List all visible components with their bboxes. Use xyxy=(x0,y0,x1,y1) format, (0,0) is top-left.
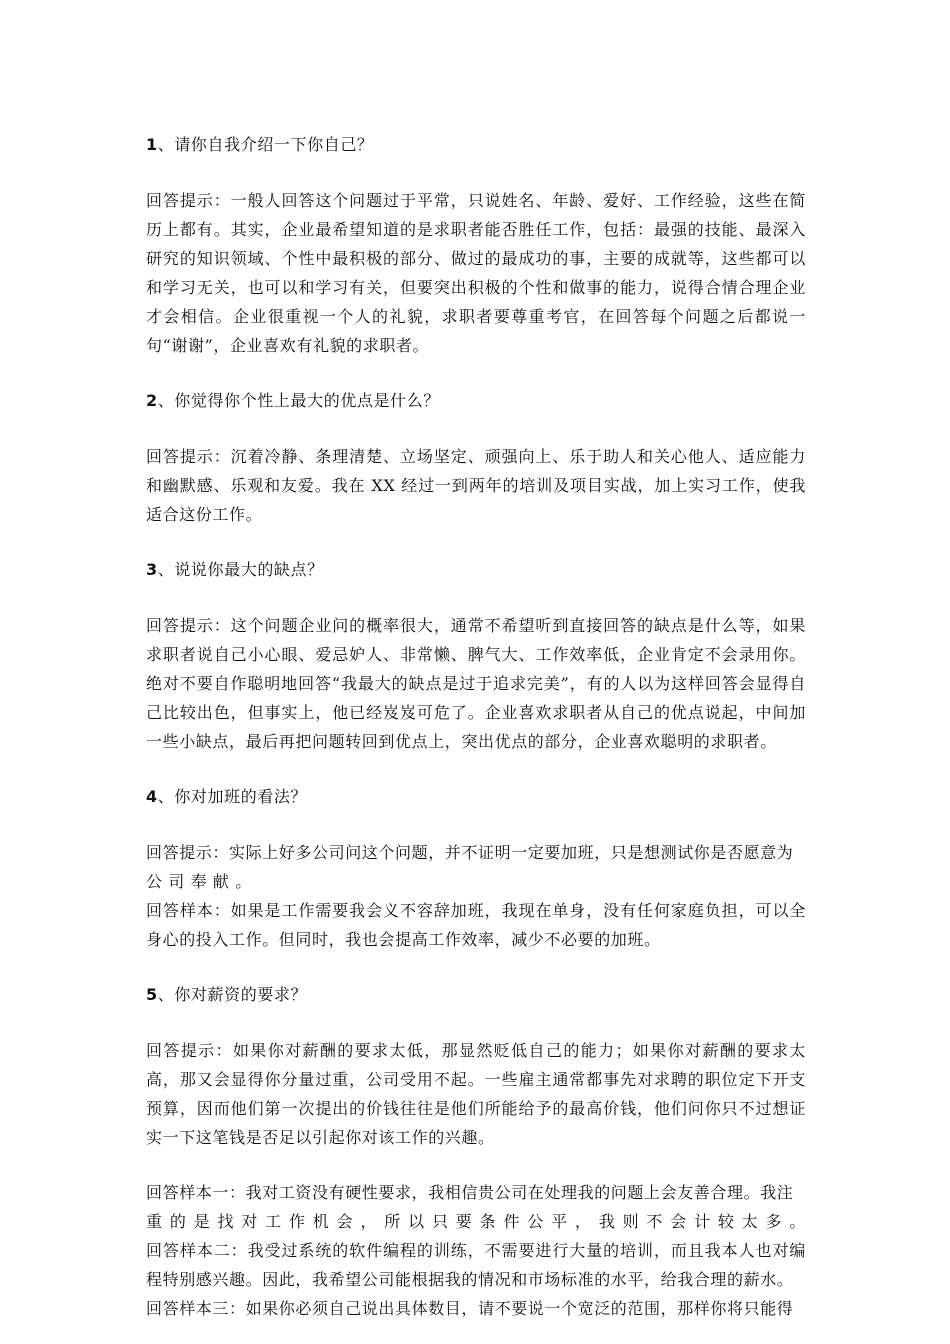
question-3-heading xyxy=(146,555,806,584)
question-title: 、你觉得你个性上最大的优点是什么？ xyxy=(157,391,440,410)
question-1-heading xyxy=(146,130,806,159)
question-number: 4 xyxy=(146,787,158,806)
question-title: 、请你自我介绍一下你自己？ xyxy=(157,135,374,154)
document-page xyxy=(146,130,806,1323)
spread-char: 公 xyxy=(146,872,163,891)
answer-4-hint-line1: 回答提示：实际上好多公司问这个问题，并不证明一定要加班，只是想测试你是否愿意为 xyxy=(146,843,794,862)
question-title: 、你对加班的看法？ xyxy=(157,787,308,806)
answer-4-sample: 回答样本：如果是工作需要我会义不容辞加班，我现在单身，没有任何家庭负担，可以全身心的投入工作。但同时，我也会提高工作效率，减少不必要的加班。 xyxy=(146,901,806,949)
answer-4-block xyxy=(146,838,806,954)
answer-5-hint: 回答提示：如果你对薪酬的要求太低，那显然贬低自己的能力；如果你对薪酬的要求太高，那又会显得你分量过重，公司受用不起。一些雇主通常都事先对求聘的职位定下开支预算，因而他们第一次提出的价钱往往是他们所能给予的最高价钱，他们问你只不过想证实一下这笔钱是否足以引起你对该工作的兴趣。 xyxy=(146,1041,806,1147)
question-2-heading xyxy=(146,386,806,415)
answer-5-samples xyxy=(146,1178,806,1323)
question-4-heading xyxy=(146,782,806,811)
spread-char: 献 xyxy=(212,872,230,891)
answer-5-sample3: 回答样本三：如果你必须自己说出具体数目，请不要说一个宽泛的范围，那样你将只能得 xyxy=(146,1299,794,1318)
question-title: 、你对薪资的要求？ xyxy=(157,985,308,1004)
answer-2-hint: 回答提示：沉着冷静、条理清楚、立场坚定、顽强向上、乐于助人和关心他人、适应能力和幽默感、乐观和友爱。我在 XX 经过一到两年的培训及项目实战，加上实习工作，使我适合这份工作。 xyxy=(146,447,806,524)
question-number: 3 xyxy=(146,560,158,579)
question-title: 、说说你最大的缺点？ xyxy=(157,560,324,579)
answer-3-hint: 回答提示：这个问题企业问的概率很大，通常不希望听到直接回答的缺点是什么等，如果求职者说自己小心眼、爱忌妒人、非常懒、脾气大、工作效率低，企业肯定不会录用你。绝对不要自作聪明地回答“我最大的缺点是过于追求完美”，有的人以为这样回答会显得自己比较出色，但事实上，他已经岌岌可危了。企业喜欢求职者从自己的优点说起，中间加一些小缺点，最后再把问题转回到优点上，突出优点的部分，企业喜欢聪明的求职者。 xyxy=(146,616,806,751)
spread-char: 奉 xyxy=(190,872,208,891)
question-number: 5 xyxy=(146,985,158,1004)
answer-5-sample1-line1: 回答样本一：我对工资没有硬性要求，我相信贵公司在处理我的问题上会友善合理。我注 xyxy=(146,1183,794,1202)
question-5-heading xyxy=(146,980,806,1009)
answer-5-sample1-line2: 重的是找对工作机会，所以只要条件公平，我则不会计较太多。 xyxy=(146,1212,806,1231)
spread-char: 司 xyxy=(168,872,185,891)
spread-char: 。 xyxy=(235,872,252,891)
answer-4-hint-spread xyxy=(146,867,806,896)
answer-5-sample2: 回答样本二：我受过系统的软件编程的训练，不需要进行大量的培训，而且我本人也对编程特别感兴趣。因此，我希望公司能根据我的情况和市场标准的水平，给我合理的薪水。 xyxy=(146,1241,806,1289)
answer-1-hint: 回答提示：一般人回答这个问题过于平常，只说姓名、年龄、爱好、工作经验，这些在简历上都有。其实，企业最希望知道的是求职者能否胜任工作，包括：最强的技能、最深入研究的知识领域、个性中最积极的部分、做过的最成功的事，主要的成就等，这些都可以和学习无关，也可以和学习有关，但要突出积极的个性和做事的能力，说得合情合理企业才会相信。企业很重视一个人的礼貌，求职者要尊重考官，在回答每个问题之后都说一句“谢谢”，企业喜欢有礼貌的求职者。 xyxy=(146,191,806,355)
question-number: 2 xyxy=(146,391,158,410)
question-number: 1 xyxy=(146,135,158,154)
